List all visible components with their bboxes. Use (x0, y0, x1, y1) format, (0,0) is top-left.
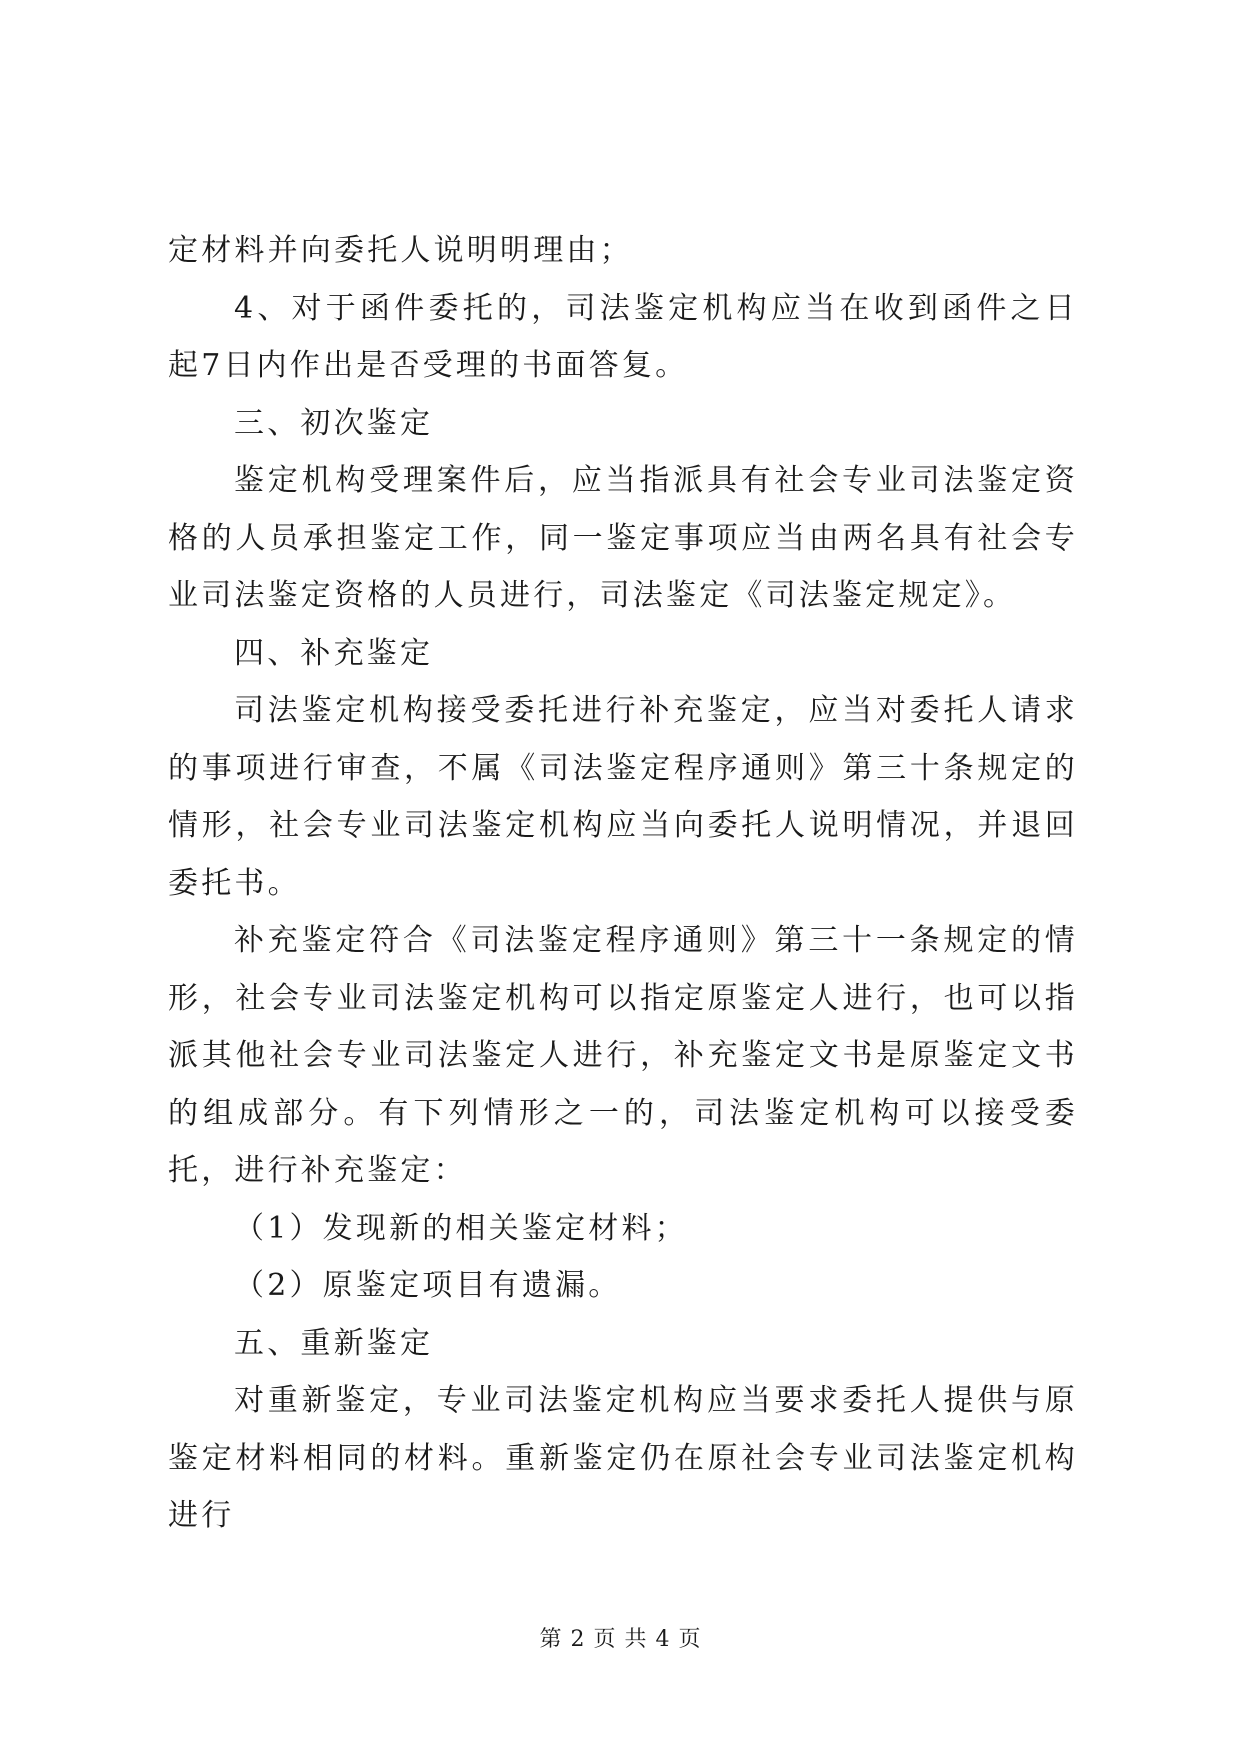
list-item-2: （2）原鉴定项目有遗漏。 (234, 1268, 622, 1303)
page-number-label: 第 2 页 共 4 页 (539, 1627, 702, 1652)
paragraph-reappraisal: 对重新鉴定，专业司法鉴定机构应当要求委托人提供与原鉴定材料相同的材料。重新鉴定仍在原社会专业司法鉴定机构进行 (168, 1383, 1078, 1533)
section-heading-initial-appraisal: 三、初次鉴定 (234, 405, 434, 441)
paragraph-initial-appraisal: 鉴定机构受理案件后，应当指派具有社会专业司法鉴定资格的人员承担鉴定工作，同一鉴定事项应当由两名具有社会专业司法鉴定资格的人员进行，司法鉴定《司法鉴定规定》。 (168, 463, 1078, 613)
document-body (168, 222, 1078, 1545)
page-footer (0, 1622, 1241, 1653)
section-heading-supplementary-appraisal: 四、补充鉴定 (234, 635, 434, 671)
section-heading-reappraisal: 五、重新鉴定 (234, 1325, 434, 1361)
paragraph-continuation: 定材料并向委托人说明明理由； (168, 233, 633, 268)
list-item-1: （1）发现新的相关鉴定材料； (234, 1210, 688, 1246)
paragraph-supplementary-review: 司法鉴定机构接受委托进行补充鉴定，应当对委托人请求的事项进行审查，不属《司法鉴定程序通则》第三十条规定的情形，社会专业司法鉴定机构应当向委托人说明情况，并退回委托书。 (168, 693, 1078, 901)
paragraph-supplementary-conditions: 补充鉴定符合《司法鉴定程序通则》第三十一条规定的情形，社会专业司法鉴定机构可以指定原鉴定人进行，也可以指派其他社会专业司法鉴定人进行，补充鉴定文书是原鉴定文书的组成部分。有下列情形之一的，司法鉴定机构可以接受委托，进行补充鉴定： (168, 923, 1078, 1188)
paragraph-item-4: 4、对于函件委托的，司法鉴定机构应当在收到函件之日起7日内作出是否受理的书面答复。 (168, 290, 1078, 383)
